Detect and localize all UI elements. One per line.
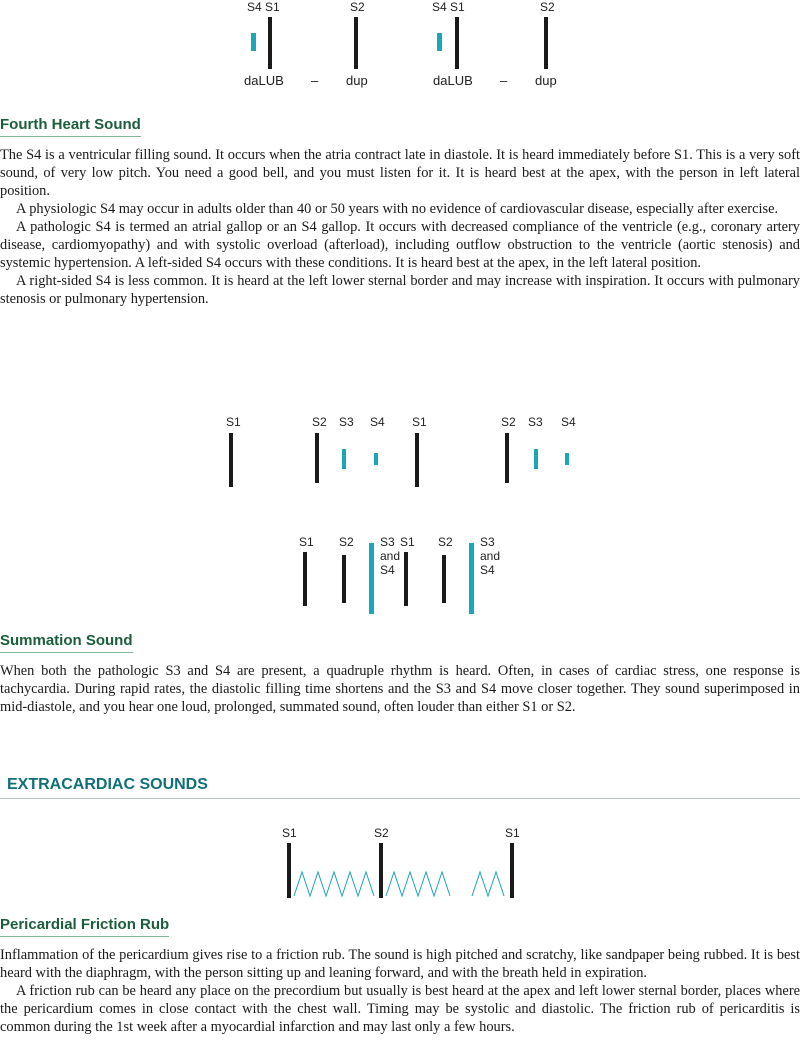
s2-tick bbox=[505, 433, 509, 483]
paragraph: A pathologic S4 is termed an atrial gallop or an S4 gallop. It occurs with decreased compliance of the ventricle (e.g., coronary artery disease, cardiomyopathy) and with systolic overload (afterload), including outflow obstruction to the ventricle (aortic stenosis) and systemic hypertension. A left-sided S4 occurs with these conditions. It is heard best at the apex, in the left lateral position. bbox=[0, 219, 800, 271]
heading-pericardial-friction-rub: Pericardial Friction Rub bbox=[0, 916, 169, 937]
diastolic-rub bbox=[386, 872, 450, 896]
label-s4: S4 bbox=[561, 415, 576, 429]
label-s4-s1: S4 S1 bbox=[247, 0, 280, 14]
paragraph: Inflammation of the pericardium gives rise to a friction rub. The sound is high pitched and scratchy, like sandpaper being rubbed. It is best heard with the diaphragm, with the person sitting up and leaning forward, and with the breath held in expiration. bbox=[0, 947, 800, 981]
label-s1: S1 bbox=[505, 826, 520, 840]
label-s1: S1 bbox=[282, 826, 297, 840]
label-s2: S2 bbox=[540, 0, 555, 14]
syllable-dash: – bbox=[311, 73, 319, 88]
s2-tick bbox=[315, 433, 319, 483]
systolic-rub bbox=[294, 872, 374, 896]
s1-tick bbox=[510, 843, 514, 898]
label-s4: S4 bbox=[370, 415, 385, 429]
label-s1: S1 bbox=[412, 415, 427, 429]
presystolic-rub bbox=[472, 872, 504, 896]
syllable-dash: – bbox=[500, 73, 508, 88]
paragraph: When both the pathologic S3 and S4 are present, a quadruple rhythm is heard. Often, in cases of cardiac stress, one response is tachycardia. During rapid rates, the diastolic filling time shortens and the S3 and S4 move closer together. They sound superimposed in mid-diastole, and you hear one loud, prolonged, summated sound, often louder than either S1 or S2. bbox=[0, 663, 800, 715]
label-s1: S1 bbox=[299, 535, 314, 549]
friction-rub-waveform bbox=[280, 840, 520, 902]
s2-tick bbox=[544, 17, 548, 69]
label-s3: S3 bbox=[339, 415, 354, 429]
pericardial-friction-rub-text bbox=[0, 946, 800, 1036]
s1-tick bbox=[303, 552, 307, 606]
s1-tick bbox=[287, 843, 291, 898]
s2-tick bbox=[442, 555, 446, 603]
paragraph: A right-sided S4 is less common. It is heard at the left lower sternal border and may increase with inspiration. It occurs with pulmonary stenosis or pulmonary hypertension. bbox=[0, 273, 800, 307]
fourth-heart-sound-text bbox=[0, 146, 800, 308]
s4-tick bbox=[437, 33, 442, 51]
label-s3-and-s4: S3 and S4 bbox=[480, 535, 501, 577]
summation-tick bbox=[469, 543, 474, 614]
label-s3: S3 bbox=[528, 415, 543, 429]
label-s2: S2 bbox=[339, 535, 354, 549]
syllable-dalub: daLUB bbox=[244, 73, 284, 88]
s4-tick bbox=[374, 453, 378, 465]
s1-tick bbox=[268, 17, 272, 69]
label-s2: S2 bbox=[438, 535, 453, 549]
label-s2: S2 bbox=[501, 415, 516, 429]
summation-tick bbox=[369, 543, 374, 614]
heading-extracardiac-sounds: EXTRACARDIAC SOUNDS bbox=[0, 776, 800, 799]
s3-tick bbox=[534, 449, 538, 469]
s4-tick bbox=[565, 453, 569, 465]
s4-tick bbox=[251, 33, 256, 51]
s2-tick bbox=[354, 17, 358, 69]
label-s1: S1 bbox=[400, 535, 415, 549]
paragraph: A friction rub can be heard any place on the precordium but usually is best heard at the apex and left lower sternal border, places where the pericardium comes in close contact with the chest wall. Timing may be systolic and diastolic. The friction rub of pericarditis is common during the 1st week after a myocardial infarction and may last only a few hours. bbox=[0, 983, 800, 1035]
label-s1: S1 bbox=[226, 415, 241, 429]
label-s2: S2 bbox=[312, 415, 327, 429]
summation-sound-text bbox=[0, 662, 800, 716]
syllable-dup: dup bbox=[346, 73, 368, 88]
s1-tick bbox=[455, 17, 459, 69]
label-s2: S2 bbox=[350, 0, 365, 14]
s3-tick bbox=[342, 449, 346, 469]
s2-tick bbox=[342, 555, 346, 603]
label-s2: S2 bbox=[374, 826, 389, 840]
label-s3-and-s4: S3 and S4 bbox=[380, 535, 401, 577]
s1-tick bbox=[404, 552, 408, 606]
heading-summation-sound: Summation Sound bbox=[0, 632, 133, 653]
heading-fourth-heart-sound: Fourth Heart Sound bbox=[0, 116, 141, 137]
s1-tick bbox=[229, 433, 233, 487]
paragraph: A physiologic S4 may occur in adults older than 40 or 50 years with no evidence of cardiovascular disease, especially after exercise. bbox=[16, 201, 779, 217]
paragraph: The S4 is a ventricular filling sound. It occurs when the atria contract late in diastole. It is heard immediately before S1. This is a very soft sound, of very low pitch. You need a good bell, and you must listen for it. It is heard best at the apex, with the person in left lateral position. bbox=[0, 147, 800, 199]
s1-tick bbox=[415, 433, 419, 487]
syllable-dup: dup bbox=[535, 73, 557, 88]
syllable-dalub: daLUB bbox=[433, 73, 473, 88]
label-s4-s1: S4 S1 bbox=[432, 0, 465, 14]
s2-tick bbox=[379, 843, 383, 898]
